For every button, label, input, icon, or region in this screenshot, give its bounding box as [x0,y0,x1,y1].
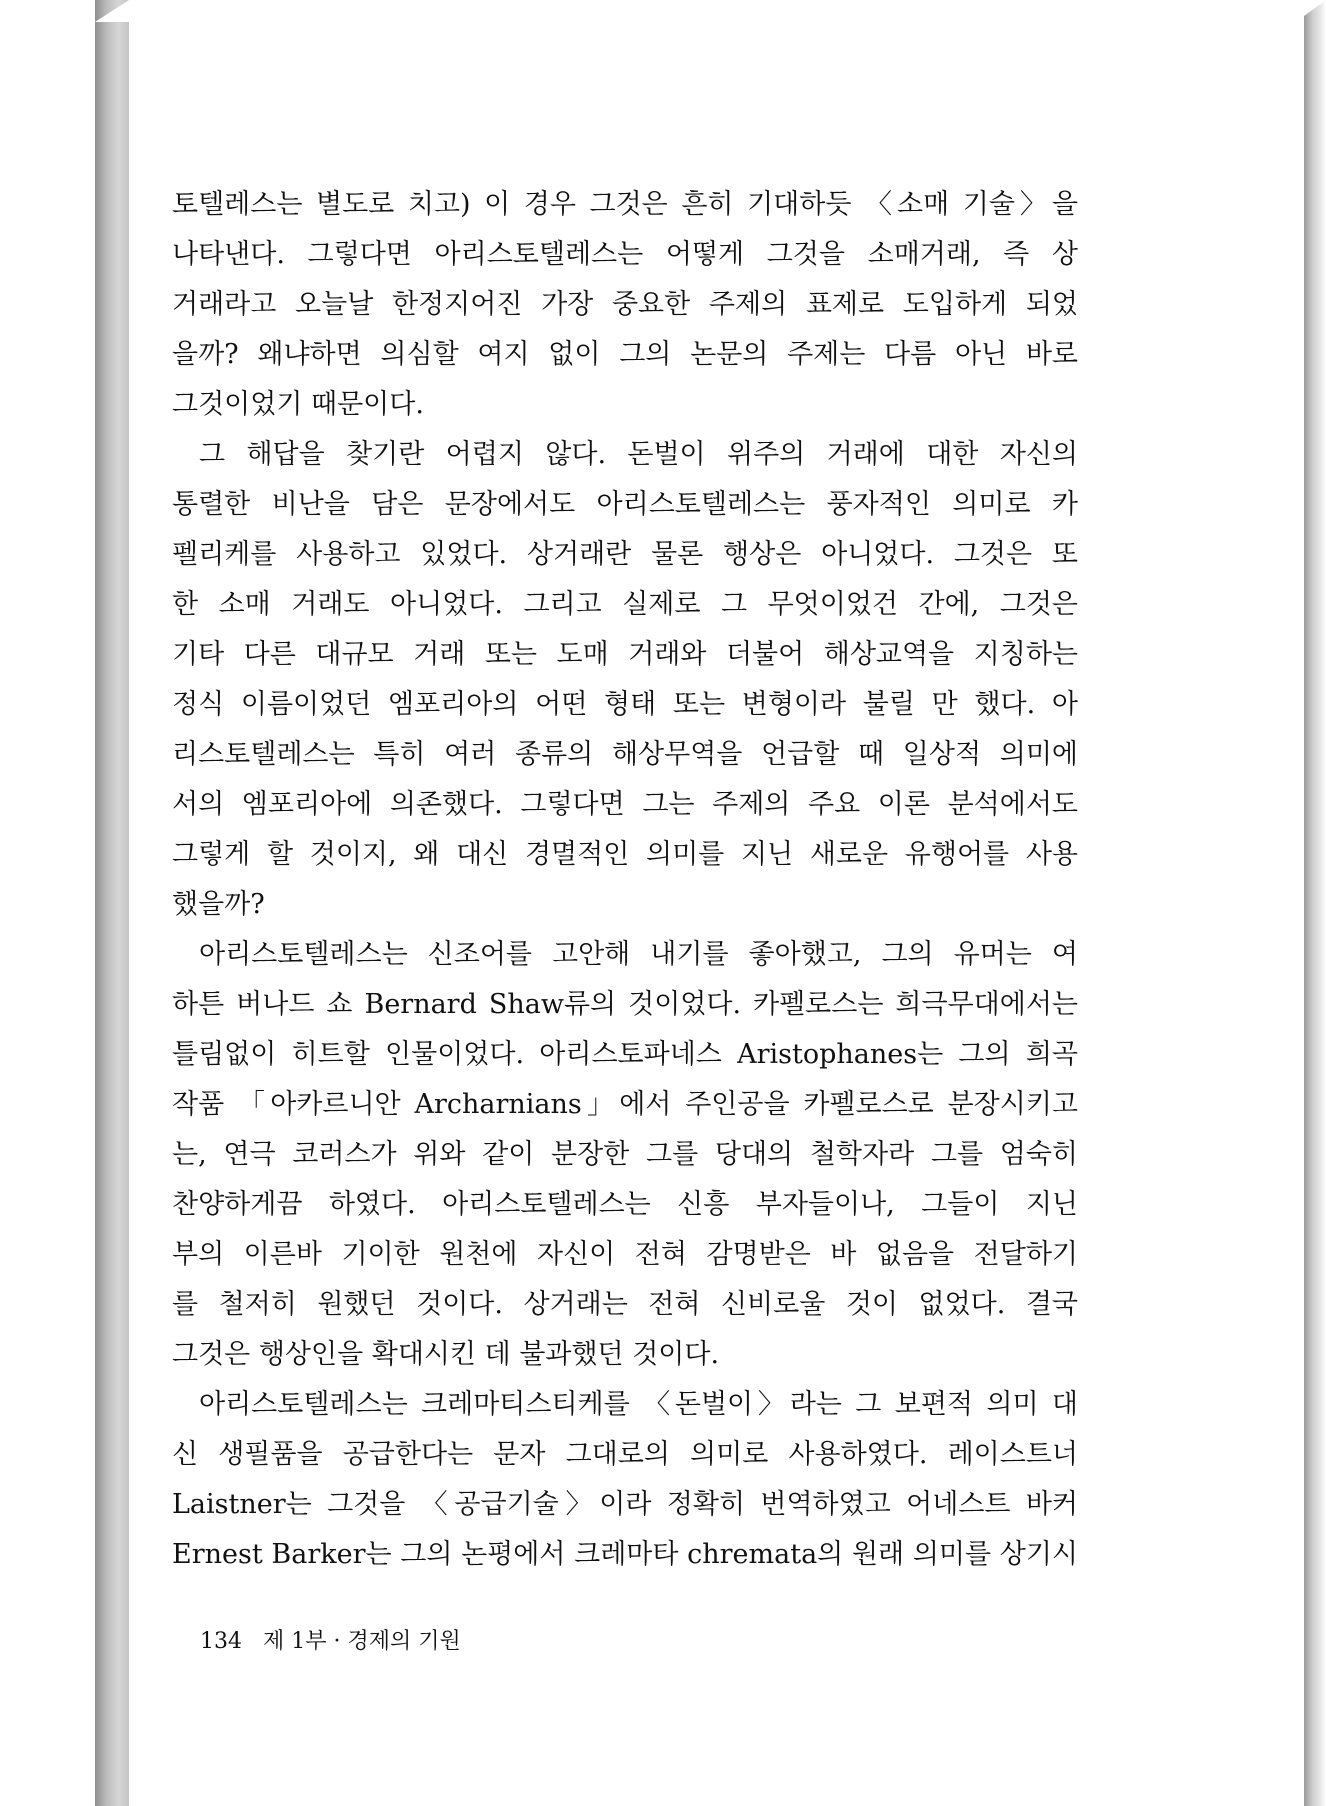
text-line: 틀림없이 히트할 인물이었다. 아리스토파네스 Aristophanes는 그의 희곡 [172,1039,1078,1070]
text-line: 한 소매 거래도 아니었다. 그리고 실제로 그 무엇이었건 간에, 그것은 [172,589,1078,620]
paragraph [172,180,1078,430]
text-line: 그 해답을 찾기란 어렵지 않다. 돈벌이 위주의 거래에 대한 자신의 [199,439,1078,470]
text-line: 아리스토텔레스는 크레마티스티케를 〈돈벌이〉라는 그 보편적 의미 대 [199,1389,1078,1420]
book-spine-edge [95,0,129,1806]
text-line: 통렬한 비난을 담은 문장에서도 아리스토텔레스는 풍자적인 의미로 카 [172,489,1078,520]
text-line: Ernest Barker는 그의 논평에서 크레마타 chremata의 원래 의미를 상기시 [172,1539,1078,1570]
text-line: 정식 이름이었던 엠포리아의 어떤 형태 또는 변형이라 불릴 만 했다. 아 [172,689,1078,720]
text-line: 나타낸다. 그렇다면 아리스토텔레스는 어떻게 그것을 소매거래, 즉 상 [172,239,1078,270]
paragraph [172,430,1078,930]
text-line: 부의 이른바 기이한 원천에 자신이 전혀 감명받은 바 없음을 전달하기 [172,1239,1078,1270]
text-line: 는, 연극 코러스가 위와 같이 분장한 그를 당대의 철학자라 그를 엄숙히 [172,1139,1078,1170]
text-line: 그것은 행상인을 확대시킨 데 불과했던 것이다. [172,1339,720,1370]
page-top-right-cut [1304,0,1326,16]
text-line: 찬양하게끔 하였다. 아리스토텔레스는 신흥 부자들이나, 그들이 지닌 [172,1189,1078,1220]
text-line: 토텔레스는 별도로 치고) 이 경우 그것은 흔히 기대하듯 〈소매 기술〉을 [172,189,1078,220]
paragraph [172,1380,1078,1580]
text-line: 펠리케를 사용하고 있었다. 상거래란 물론 행상은 아니었다. 그것은 또 [172,539,1078,570]
text-line: 그것이었기 때문이다. [172,389,424,420]
text-line: Laistner는 그것을 〈공급기술〉이라 정확히 번역하였고 어네스트 바커 [172,1489,1078,1520]
body-text [172,180,1078,1580]
book-spine-top-cut [95,0,129,22]
text-line: 리스토텔레스는 특히 여러 종류의 해상무역을 언급할 때 일상적 의미에 [172,739,1078,770]
text-line: 그렇게 할 것이지, 왜 대신 경멸적인 의미를 지닌 새로운 유행어를 사용 [172,839,1078,870]
text-line: 서의 엠포리아에 의존했다. 그렇다면 그는 주제의 주요 이론 분석에서도 [172,789,1078,820]
text-line: 를 철저히 원했던 것이다. 상거래는 전혀 신비로울 것이 없었다. 결국 [172,1289,1078,1320]
text-line: 아리스토텔레스는 신조어를 고안해 내기를 좋아했고, 그의 유머는 여 [199,939,1078,970]
text-line: 신 생필품을 공급한다는 문자 그대로의 의미로 사용하였다. 레이스트너 [172,1439,1078,1470]
section-title: 제 1부 · 경제의 기원 [263,1629,461,1654]
paragraph [172,930,1078,1380]
text-line: 작품 「아카르니안 Archarnians」에서 주인공을 카펠로스로 분장시키고 [172,1089,1078,1120]
page-footer [200,1624,461,1655]
page-right-shadow [1304,0,1326,1806]
text-line: 기타 다른 대규모 거래 또는 도매 거래와 더불어 해상교역을 지칭하는 [172,639,1078,670]
text-line: 을까? 왜냐하면 의심할 여지 없이 그의 논문의 주제는 다름 아닌 바로 [172,339,1078,370]
text-line: 거래라고 오늘날 한정지어진 가장 중요한 주제의 표제로 도입하게 되었 [172,289,1078,320]
text-line: 하튼 버나드 쇼 Bernard Shaw류의 것이었다. 카펠로스는 희극무대에서는 [172,989,1078,1020]
page-number: 134 [200,1629,242,1654]
text-line: 했을까? [172,889,265,920]
